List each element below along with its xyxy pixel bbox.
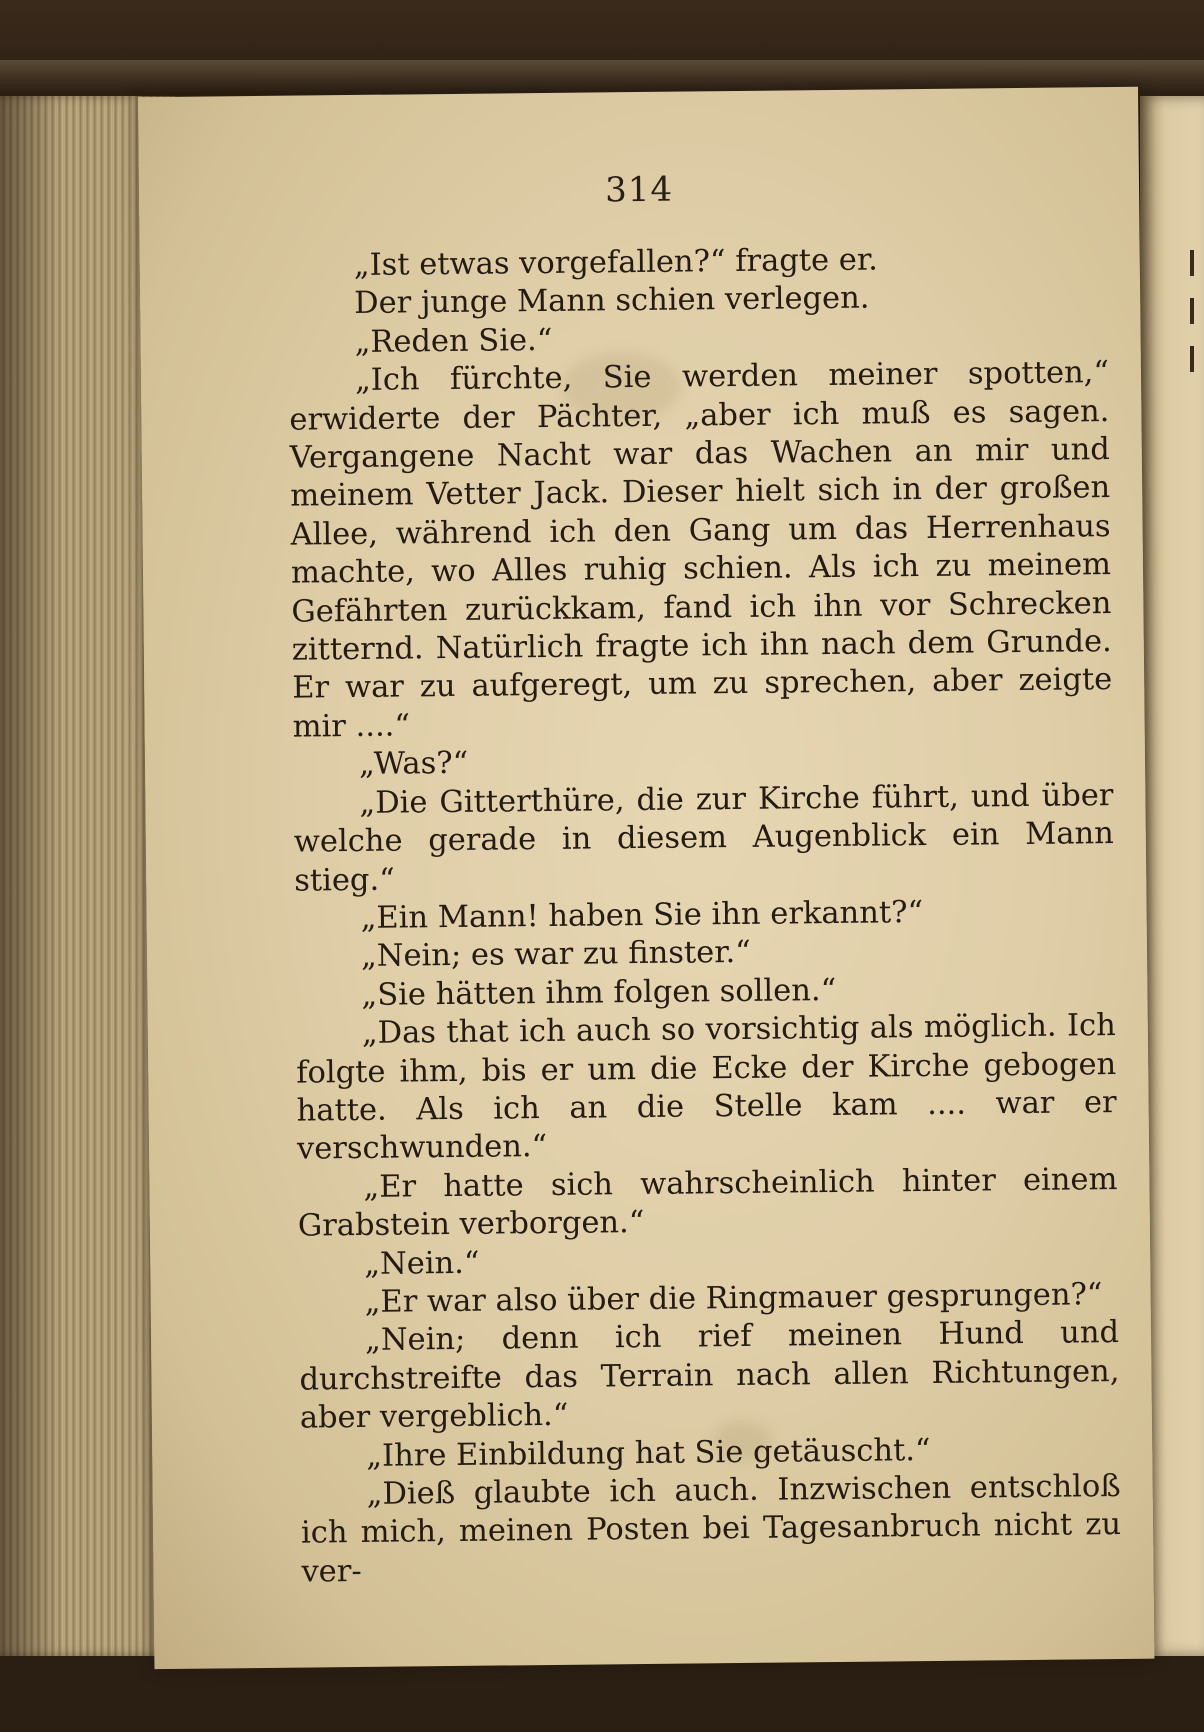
page-number: 314 [604, 169, 674, 211]
paragraph: „Nein; es war zu finster.“ [360, 935, 751, 975]
body-text [288, 239, 1122, 1592]
paragraph: Der junge Mann schien verlegen. [354, 280, 870, 322]
paragraph: „Das that ich auch so vorsichtig als möglich. Ich folgte ihm, bis er um die Ecke der Kirche gebogen hatte. Als ich an die Stelle kam .... war er verschwunden.“ [296, 1008, 1117, 1167]
paragraph: „Sie hätten ihm folgen sollen.“ [361, 972, 837, 1013]
paragraph: „Die Gitterthüre, die zur Kirche führt, und über welche gerade in diesem Augenblick ein Mann stieg.“ [293, 777, 1114, 899]
paragraph: „Dieß glaubte ich auch. Inzwischen entschloß ich mich, meinen Posten bei Tagesanbruch nicht zu ver- [300, 1469, 1122, 1590]
paragraph: „Ihre Einbildung hat Sie getäuscht.“ [366, 1432, 931, 1474]
paragraph: „Ist etwas vorgefallen?“ fragte er. [353, 242, 878, 283]
paragraph: „Ich fürchte, Sie werden meiner spotten,“ erwiderte der Pächter, „aber ich muß es sagen. Vergangene Nacht war das Wachen an mir und meinem Vetter Jack. Dieser hielt sich in der großen Allee, während ich den Gang um das Herrenhaus machte, wo Alles ruhig schien. Als ich zu meinem Gefährten zurückkam, fand ich ihn vor Schrecken zitternd. Natürlich fragte ich ihn nach dem Grunde. Er war zu aufgeregt, um zu sprechen, aber zeigte mir ....“ [289, 355, 1113, 745]
paragraph: „Er hatte sich wahrscheinlich hinter einem Grabstein verborgen.“ [297, 1161, 1118, 1244]
book-page [138, 87, 1154, 1669]
paragraph: „Nein.“ [364, 1245, 480, 1282]
paragraph: „Nein; denn ich rief meinen Hund und durchstreifte das Terrain nach allen Richtungen, aber vergeblich.“ [299, 1315, 1120, 1436]
paragraph: „Er war also über die Ringmauer gesprungen?“ [364, 1277, 1103, 1320]
paragraph: „Was?“ [358, 746, 469, 783]
paragraph: „Reden Sie.“ [354, 322, 553, 360]
paragraph: „Ein Mann! haben Sie ihn erkannt?“ [360, 894, 924, 936]
bleed-through-marks [1190, 250, 1198, 410]
